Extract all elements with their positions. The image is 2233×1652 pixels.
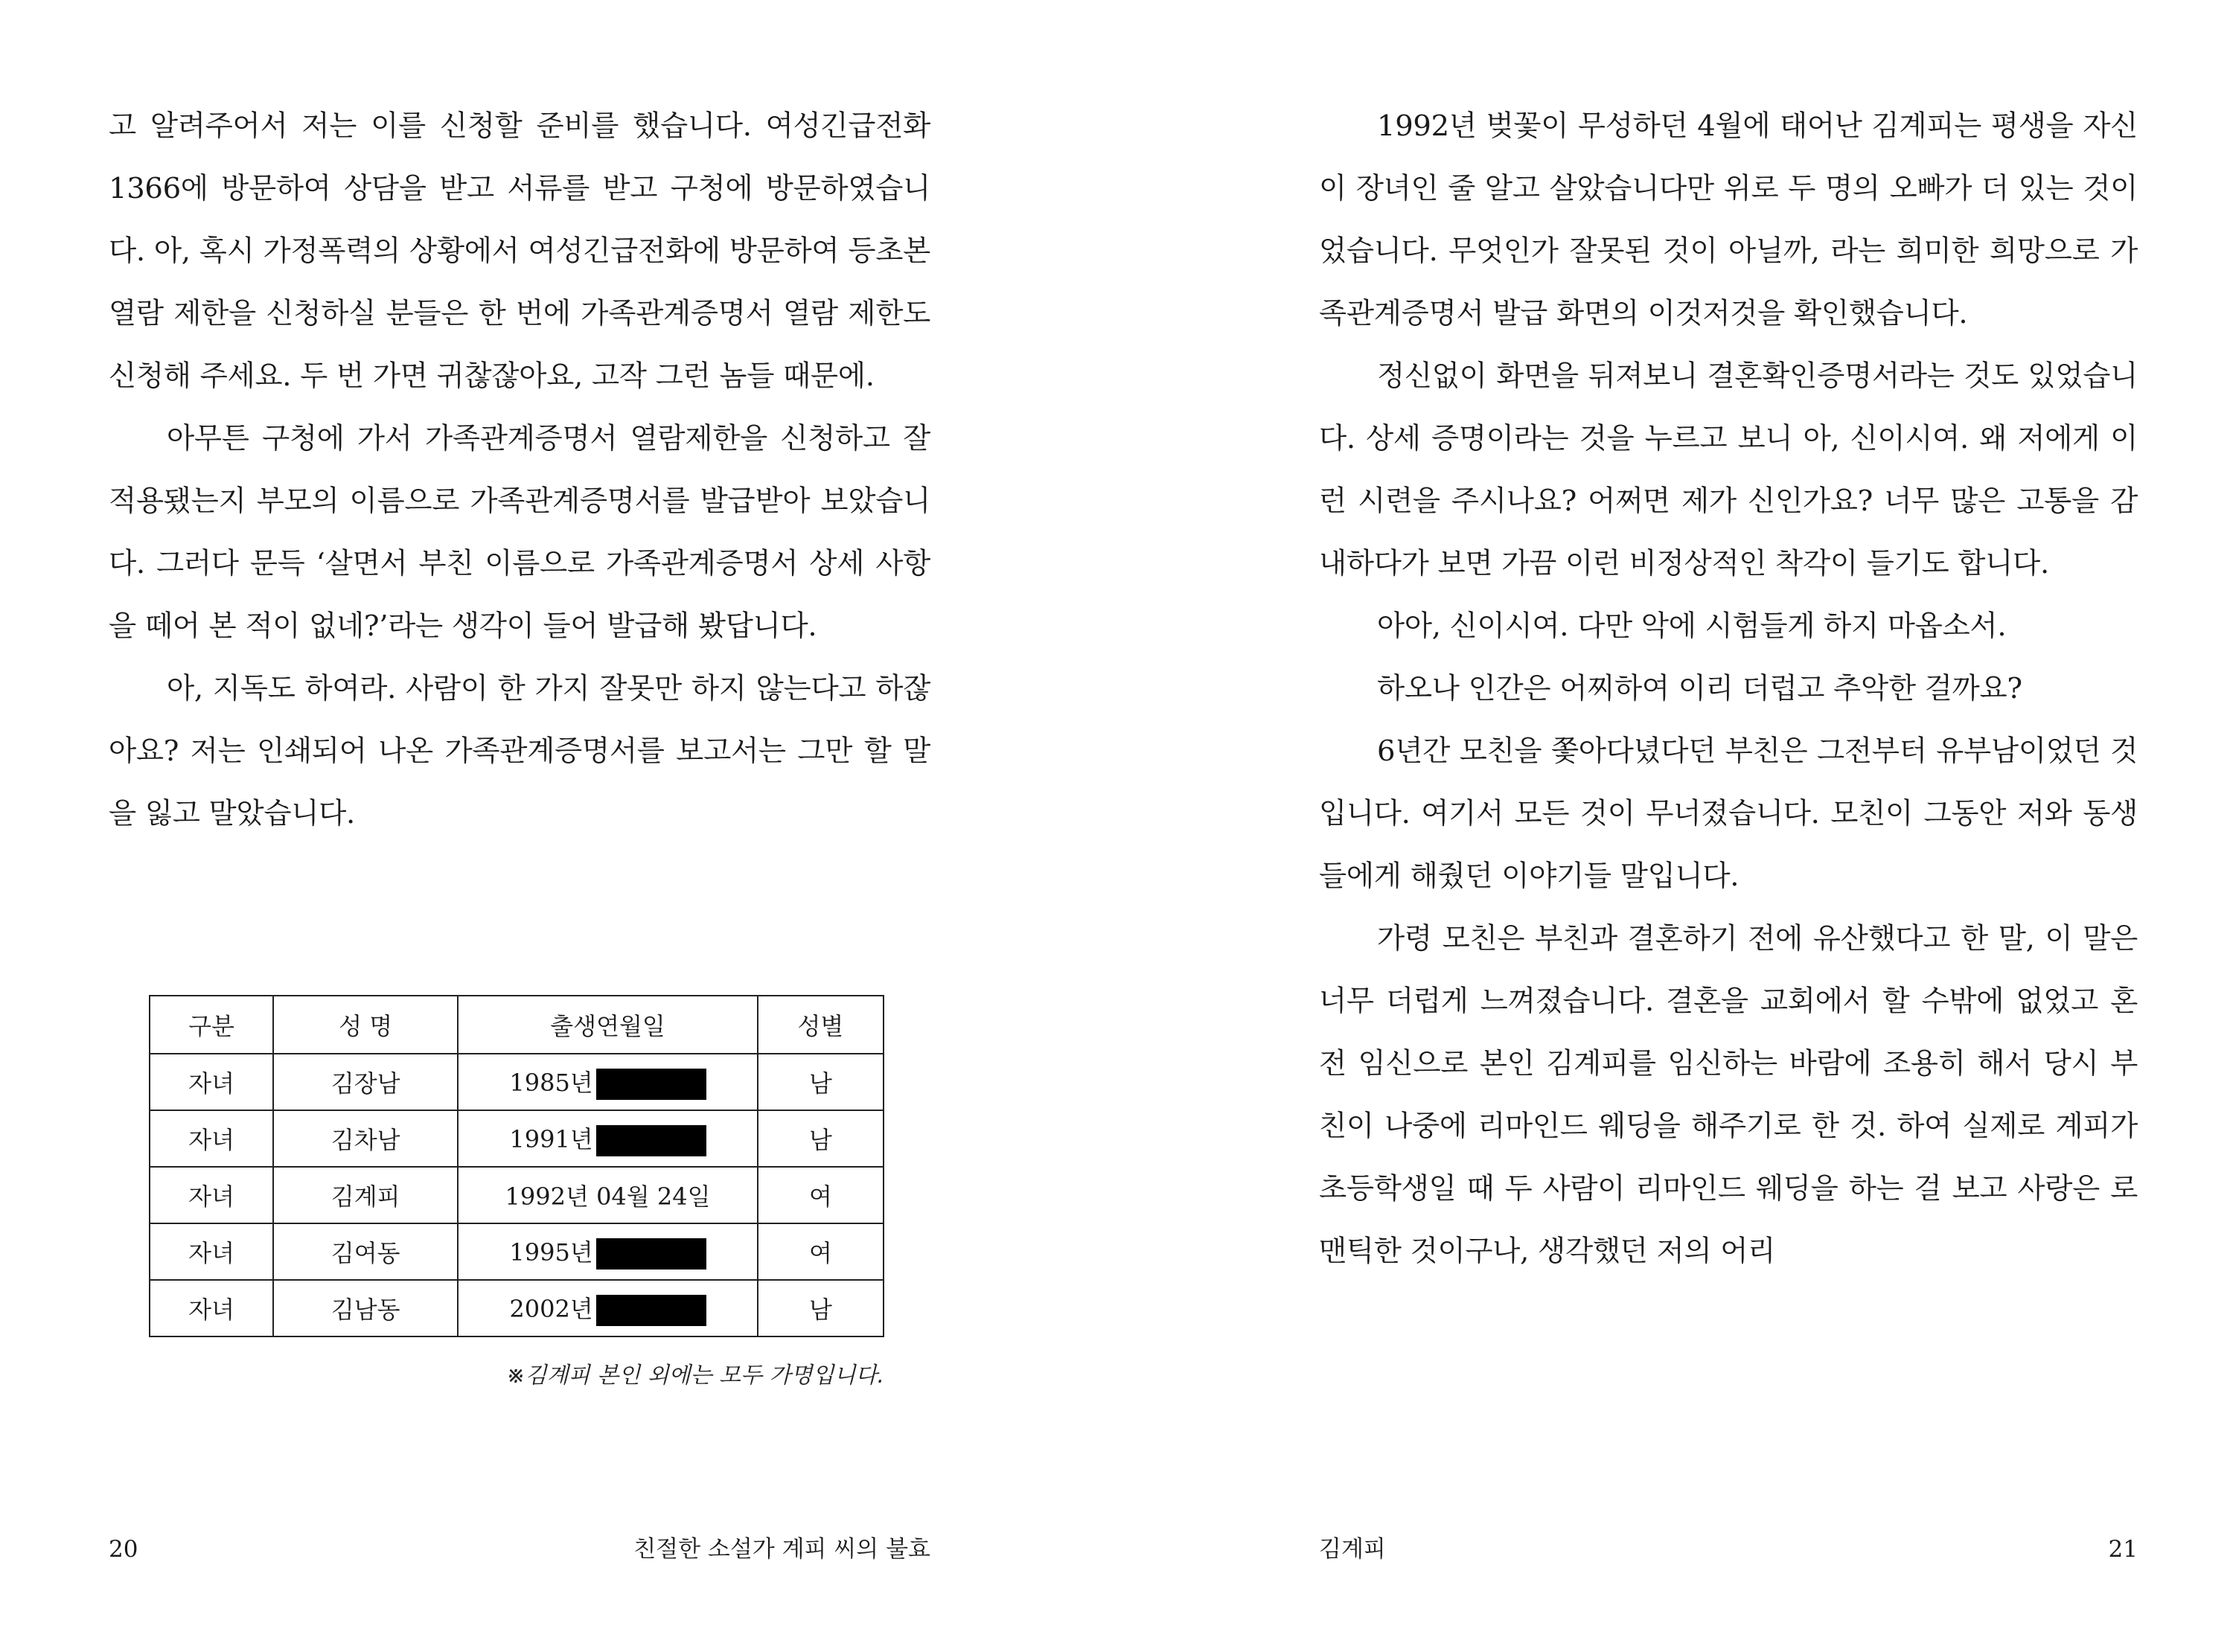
left-body-text — [109, 95, 930, 845]
paragraph: 6년간 모친을 쫓아다녔다던 부친은 그전부터 유부남이었던 것입니다. 여기서 모든 것이 무너졌습니다. 모친이 그동안 저와 동생들에게 해줬던 이야기들 말입니다. — [1319, 734, 2138, 893]
certificate-table — [149, 995, 884, 1337]
table-row — [150, 1280, 884, 1336]
table-row — [150, 1054, 884, 1110]
right-page — [1116, 0, 2233, 1652]
cell-category: 자녀 — [150, 1223, 273, 1280]
cell-sex: 남 — [758, 1110, 884, 1167]
cell-birthdate — [458, 1280, 758, 1336]
cell-sex: 남 — [758, 1054, 884, 1110]
cell-birthdate — [458, 1054, 758, 1110]
family-relation-table — [149, 995, 884, 1389]
right-body-text — [1319, 95, 2138, 1283]
paragraph: 고 알려주어서 저는 이를 신청할 준비를 했습니다. 여성긴급전화1366에 방문하여 상담을 받고 서류를 받고 구청에 방문하였습니다. 아, 혹시 가정폭력의 상황에서 여성긴급전화에 방문하여 등초본 열람 제한을 신청하실 분들은 한 번에 가족관계증명서 열람 제한도 신청해 주세요. 두 번 가면 귀찮잖아요, 고작 그런 놈들 때문에. — [109, 109, 930, 393]
cell-birthdate — [458, 1223, 758, 1280]
cell-category: 자녀 — [150, 1110, 273, 1167]
table-header-row — [150, 996, 884, 1054]
birth-year: 1991년 — [509, 1124, 593, 1153]
header-name: 성 명 — [273, 996, 458, 1054]
cell-birthdate — [458, 1167, 758, 1223]
page-number-right: 21 — [2108, 1536, 2138, 1563]
birth-year: 1995년 — [509, 1238, 593, 1267]
paragraph: 정신없이 화면을 뒤져보니 결혼확인증명서라는 것도 있었습니다. 상세 증명이라는 것을 누르고 보니 아, 신이시여. 왜 저에게 이런 시련을 주시나요? 어쩌면 제가 신인가요? 너무 많은 고통을 감내하다가 보면 가끔 이런 비정상적인 착각이 들기도 합니다. — [1319, 359, 2138, 580]
redaction-bar — [596, 1125, 706, 1156]
redaction-bar — [596, 1238, 706, 1270]
cell-sex: 남 — [758, 1280, 884, 1336]
cell-sex: 여 — [758, 1223, 884, 1280]
paragraph: 아아, 신이시여. 다만 악에 시험들게 하지 마옵소서. — [1377, 609, 2007, 643]
cell-name: 김장남 — [273, 1054, 458, 1110]
table-row — [150, 1110, 884, 1167]
redaction-bar — [596, 1069, 706, 1100]
running-title-right: 김계피 — [1319, 1536, 1386, 1563]
running-title-left: 친절한 소설가 계피 씨의 불효 — [633, 1536, 930, 1563]
cell-name: 김계피 — [273, 1167, 458, 1223]
cell-category: 자녀 — [150, 1280, 273, 1336]
header-sex: 성별 — [758, 996, 884, 1054]
paragraph: 하오나 인간은 어찌하여 이리 더럽고 추악한 걸까요? — [1377, 672, 2022, 705]
paragraph: 가령 모친은 부친과 결혼하기 전에 유산했다고 한 말, 이 말은 너무 더럽게 느껴졌습니다. 결혼을 교회에서 할 수밖에 없었고 혼전 임신으로 본인 김계피를 임신하는 바람에 조용히 해서 당시 부친이 나중에 리마인드 웨딩을 해주기로 한 것. 하여 실제로 계피가 초등학생일 때 두 사람이 리마인드 웨딩을 하는 걸 보고 사랑은 로맨틱한 것이구나, 생각했던 저의 어리 — [1319, 922, 2138, 1268]
cell-name: 김남동 — [273, 1280, 458, 1336]
birth-year: 2002년 — [509, 1294, 593, 1323]
table-row — [150, 1167, 884, 1223]
cell-category: 자녀 — [150, 1167, 273, 1223]
cell-category: 자녀 — [150, 1054, 273, 1110]
header-birthdate: 출생연월일 — [458, 996, 758, 1054]
cell-name: 김차남 — [273, 1110, 458, 1167]
paragraph: 아, 지독도 하여라. 사람이 한 가지 잘못만 하지 않는다고 하잖아요? 저는 인쇄되어 나온 가족관계증명서를 보고서는 그만 할 말을 잃고 말았습니다. — [109, 672, 930, 830]
birth-date: 1992년 04월 24일 — [505, 1182, 711, 1211]
paragraph: 1992년 벚꽃이 무성하던 4월에 태어난 김계피는 평생을 자신이 장녀인 줄 알고 살았습니다만 위로 두 명의 오빠가 더 있는 것이었습니다. 무엇인가 잘못된 것이 아닐까, 라는 희미한 희망으로 가족관계증명서 발급 화면의 이것저것을 확인했습니다. — [1319, 109, 2138, 330]
paragraph: 아무튼 구청에 가서 가족관계증명서 열람제한을 신청하고 잘 적용됐는지 부모의 이름으로 가족관계증명서를 발급받아 보았습니다. 그러다 문득 ‘살면서 부친 이름으로 가족관계증명서 상세 사항을 떼어 본 적이 없네?’라는 생각이 들어 발급해 봤답니다. — [109, 422, 930, 643]
table-row — [150, 1223, 884, 1280]
cell-birthdate — [458, 1110, 758, 1167]
header-category: 구분 — [150, 996, 273, 1054]
page-number-left: 20 — [109, 1536, 138, 1563]
redaction-bar — [596, 1295, 706, 1326]
cell-sex: 여 — [758, 1167, 884, 1223]
left-page — [0, 0, 1116, 1652]
birth-year: 1985년 — [509, 1068, 593, 1097]
table-footnote: ※김계피 본인 외에는 모두 가명입니다. — [506, 1363, 884, 1389]
cell-name: 김여동 — [273, 1223, 458, 1280]
